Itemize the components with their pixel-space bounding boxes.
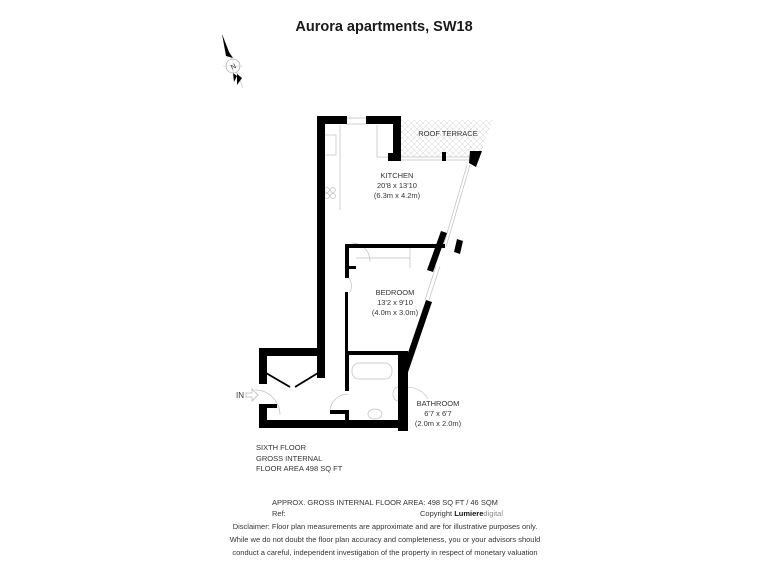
room-label-bedroom — [360, 288, 430, 318]
disclaimer-line3: conduct a careful, independent investigation of the property in respect of monetary valuation — [232, 548, 538, 557]
bedroom-name: BEDROOM — [375, 288, 415, 297]
copyright — [420, 509, 503, 518]
brand-bold: Lumiere — [454, 509, 484, 518]
room-label-bathroom — [410, 399, 466, 429]
bathroom-dim-imperial: 6'7 x 6'7 — [424, 409, 452, 418]
bedroom-dim-metric: (4.0m x 3.0m) — [371, 308, 419, 317]
kitchen-name: KITCHEN — [380, 171, 414, 180]
entrance-label: IN — [236, 391, 244, 400]
approx-area: APPROX. GROSS INTERNAL FLOOR AREA: 498 SQ FT / 46 SQM — [272, 498, 498, 507]
floor-info-line3: FLOOR AREA 498 SQ FT — [256, 464, 343, 473]
page-title: Aurora apartments, SW18 — [295, 19, 473, 35]
room-label-roof-terrace: ROOF TERRACE — [418, 129, 478, 138]
disclaimer-line1: Disclaimer: Floor plan measurements are approximate and are for illustrative purposes only. — [232, 522, 538, 531]
copyright-prefix: Copyright — [420, 509, 453, 518]
floor-info-line1: SIXTH FLOOR — [256, 443, 307, 452]
disclaimer-line2: While we do not doubt the floor plan accuracy and completeness, you or your advisors should — [229, 535, 541, 544]
floor-info-line2: GROSS INTERNAL — [256, 453, 323, 463]
ref-label: Ref: — [272, 509, 286, 518]
bathroom-name: BATHROOM — [416, 399, 460, 408]
kitchen-dim-imperial: 20'8 x 13'10 — [377, 181, 417, 190]
floor-info — [256, 443, 342, 475]
kitchen-dim-metric: (6.3m x 4.2m) — [373, 191, 421, 200]
room-label-kitchen — [362, 171, 432, 201]
svg-text:N: N — [229, 63, 238, 72]
entrance-arrow-icon — [246, 389, 258, 401]
bathroom-dim-metric: (2.0m x 2.0m) — [414, 419, 462, 428]
north-arrow-icon — [222, 34, 243, 88]
bedroom-dim-imperial: 13'2 x 9'10 — [377, 298, 413, 307]
brand-light: digital — [483, 509, 503, 518]
